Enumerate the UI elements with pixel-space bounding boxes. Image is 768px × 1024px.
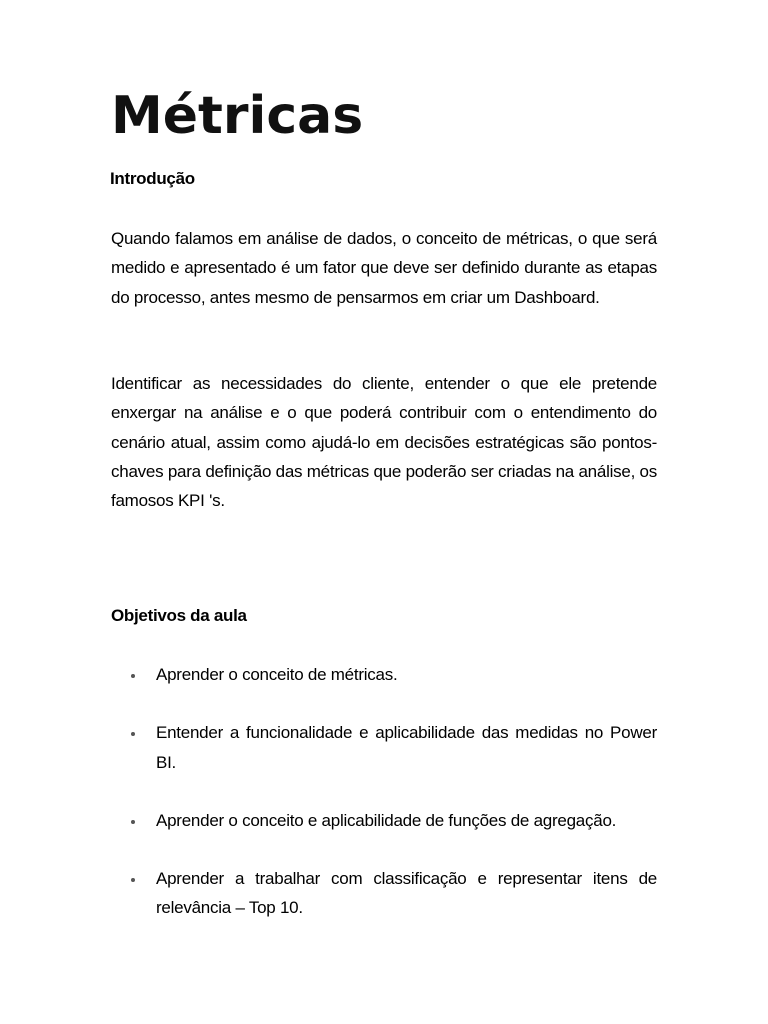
goals-list [111,660,657,952]
list-item [111,660,657,689]
bullet-icon [131,732,135,736]
intro-paragraph: Identificar as necessidades do cliente, entender o que ele pretende enxergar na análise e o que poderá contribuir com o entendimento do cenário atual, assim como ajudá-lo em decisões estratégicas são pontos-chaves para definição das métricas que poderão ser criadas na análise, os famosos KPI 's. [111,374,657,511]
page-title: Métricas [111,86,364,146]
list-item-text: Aprender a trabalhar com classificação e representar itens de relevância – Top 10. [156,869,657,918]
intro-paragraph: Quando falamos em análise de dados, o conceito de métricas, o que será medido e apresentado é um fator que deve ser definido durante as etapas do processo, antes mesmo de pensarmos em criar um Dashboard. [111,229,657,307]
bullet-icon [131,820,135,824]
list-item-text: Aprender o conceito de métricas. [156,665,398,684]
list-item-text: Entender a funcionalidade e aplicabilidade das medidas no Power BI. [156,723,657,772]
intro-heading: Introdução [110,169,195,188]
bullet-icon [131,878,135,882]
bullet-icon [131,674,135,678]
list-item [111,864,657,923]
goals-heading: Objetivos da aula [111,606,247,625]
list-item-text: Aprender o conceito e aplicabilidade de funções de agregação. [156,810,617,830]
list-item [111,718,657,777]
list-item [111,806,657,835]
